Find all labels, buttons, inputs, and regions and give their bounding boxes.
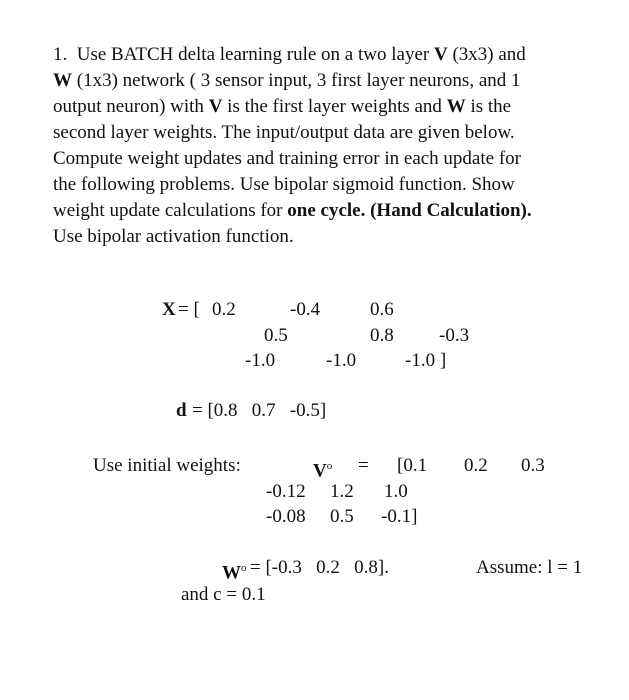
learning-constant: and c = 0.1 [181,584,266,605]
x-matrix-label: X [162,299,176,320]
x-cell: -0.4 [290,299,321,320]
initial-weights-label: Use initial weights: [93,455,241,476]
v-cell: [0.1 [397,455,428,476]
statement-line-1: 1. Use BATCH delta learning rule on a two layer V (3x3) and [53,44,526,65]
v-cell: 1.0 [384,481,408,502]
x-cell: -1.0 [245,350,276,371]
statement-line-8: Use bipolar activation function. [53,226,294,247]
w-vector-values: = [-0.3 0.2 0.8]. [250,557,389,578]
w-vector-label: $W^o$ [222,562,247,584]
v-cell: 0.3 [521,455,545,476]
statement-line-4: second layer weights. The input/output data are given below. [53,122,515,143]
x-matrix-open: = [ [178,299,200,320]
x-cell: -0.3 [439,325,470,346]
statement-line-3: output neuron) with V is the first layer weights and W is the [53,96,512,117]
statement-line-5: Compute weight updates and training error in each update for [53,148,521,169]
v-matrix-equals: = [358,455,369,476]
v-cell: 1.2 [330,481,354,502]
x-cell: 0.6 [370,299,394,320]
statement-line-7: weight update calculations for one cycle. (Hand Calculation). [53,200,532,221]
x-cell: 0.5 [264,325,288,346]
x-cell: -1.0 [326,350,357,371]
x-cell: 0.8 [370,325,394,346]
v-matrix-label: $V^o$ [313,460,333,482]
statement-line-6: the following problems. Use bipolar sigmoid function. Show [53,174,515,195]
v-cell: 0.5 [330,506,354,527]
x-cell: 0.2 [212,299,236,320]
v-cell: -0.1] [381,506,418,527]
x-cell: -1.0 ] [405,350,447,371]
v-cell: -0.12 [266,481,306,502]
statement-line-2: W (1x3) network ( 3 sensor input, 3 first layer neurons, and 1 [53,70,521,91]
assume-note: Assume: l = 1 [476,557,583,578]
v-cell: -0.08 [266,506,306,527]
v-cell: 0.2 [464,455,488,476]
problem-statement [53,42,613,250]
d-vector-label: d [176,400,187,421]
d-vector-values: = [0.8 0.7 -0.5] [192,400,327,421]
